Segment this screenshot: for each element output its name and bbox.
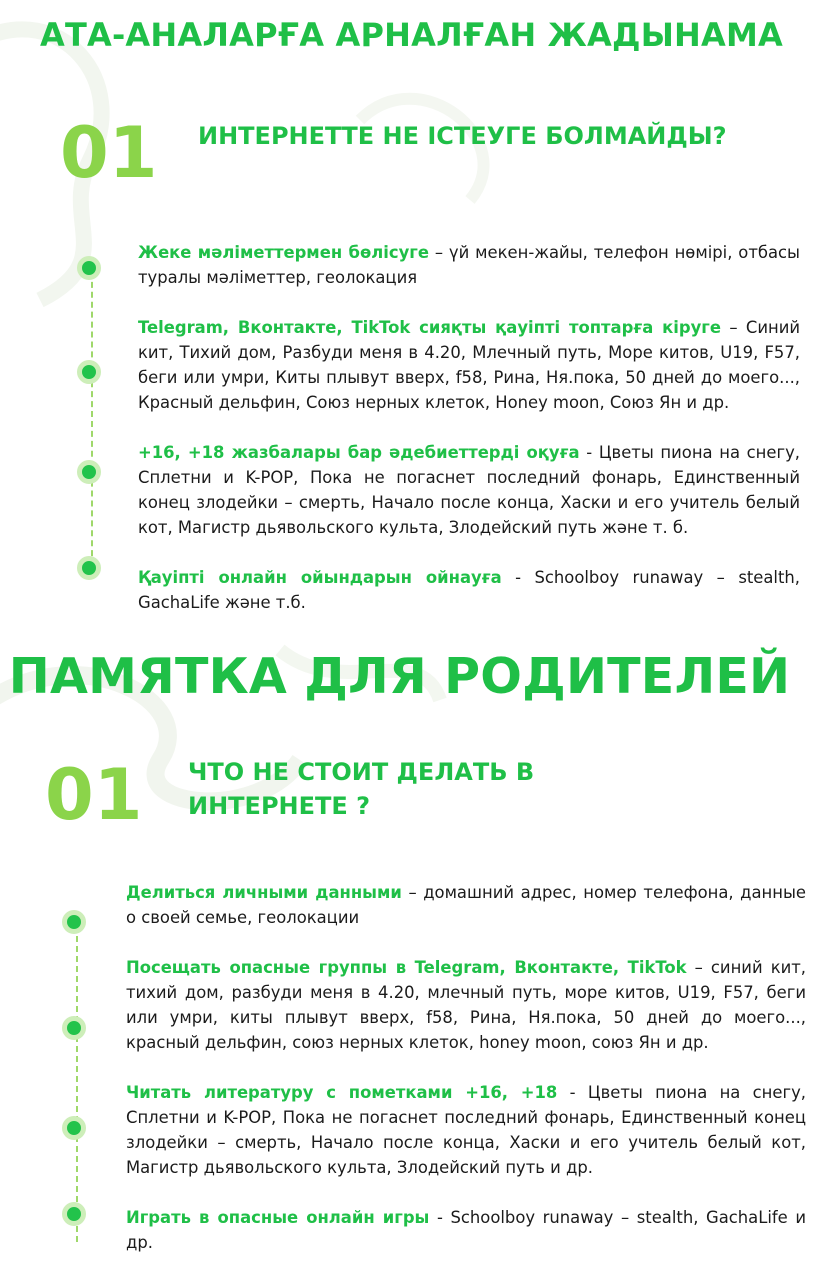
- list-item: [138, 240, 800, 290]
- timeline-dot-icon: [62, 1016, 86, 1040]
- item-highlight: Читать литературу с пометками +16, +18: [126, 1083, 558, 1102]
- kz-main-title: АТА-АНАЛАРҒА АРНАЛҒАН ЖАДЫНАМА: [39, 16, 784, 54]
- item-text: – үй мекен-жайы, телефон нөмірі, отбасы туралы мәліметтер, геолокация: [138, 243, 800, 287]
- timeline-dashed-line: [76, 916, 78, 1242]
- item-highlight: Қауіпті онлайн ойындарын ойнауға: [138, 568, 502, 587]
- timeline-dot-icon: [77, 256, 101, 280]
- timeline-dashed-line: [91, 262, 93, 576]
- item-text: - Schoolboy runaway – stealth, GachaLife және т.б.: [138, 568, 800, 612]
- item-highlight: +16, +18 жазбалары бар әдебиеттерді оқуға: [138, 443, 580, 462]
- russian-memo-section: [0, 640, 823, 1280]
- item-text: - Цветы пиона на снегу, Сплетни и K-POP, Пока не погаснет последний фонарь, Единственный конец злодейки – смерть, Начало после конца, Хаски и его учитель белый кот, Магистр дьявольского культа, Злодейский путь және т. б.: [138, 443, 800, 537]
- list-item: [138, 565, 800, 615]
- kz-items-list: [138, 240, 800, 640]
- timeline-dot-icon: [62, 1116, 86, 1140]
- item-highlight: Играть в опасные онлайн игры: [126, 1208, 430, 1227]
- item-text: – Синий кит, Тихий дом, Разбуди меня в 4.20, Млечный путь, Море китов, U19, F57, беги или умри, Киты плывут вверх, f58, Рина, Ня.пока, 50 дней до моего..., Красный дельфин, Союз нерных клеток, Honey moon, Союз Ян и др.: [138, 318, 800, 412]
- list-item: [126, 1205, 806, 1255]
- ru-timeline: [65, 910, 89, 1248]
- timeline-dot-icon: [62, 1202, 86, 1226]
- kz-timeline: [80, 256, 104, 582]
- ru-section-number: 01: [45, 754, 143, 836]
- list-item: [138, 440, 800, 540]
- list-item: [126, 1080, 806, 1180]
- item-highlight: Делиться личными данными: [126, 883, 402, 902]
- kz-section-number: 01: [60, 112, 158, 194]
- list-item: [138, 315, 800, 415]
- timeline-dot-icon: [77, 460, 101, 484]
- item-highlight: Посещать опасные группы в Telegram, Вконтакте, TikTok: [126, 958, 687, 977]
- ru-items-list: [126, 880, 806, 1280]
- item-text: - Schoolboy runaway – stealth, GachaLife и др.: [126, 1208, 807, 1252]
- list-item: [126, 880, 806, 930]
- timeline-dot-icon: [62, 910, 86, 934]
- kz-subtitle: ИНТЕРНЕТТЕ НЕ ІСТЕУГЕ БОЛМАЙДЫ?: [198, 122, 727, 150]
- timeline-dot-icon: [77, 556, 101, 580]
- item-highlight: Жеке мәліметтермен бөлісуге: [138, 243, 429, 262]
- ru-main-title: ПАМЯТКА ДЛЯ РОДИТЕЛЕЙ: [8, 648, 791, 705]
- item-highlight: Telegram, Вконтакте, TikTok сияқты қауіпті топтарға кіруге: [138, 318, 721, 337]
- timeline-dot-icon: [77, 360, 101, 384]
- list-item: [126, 955, 806, 1055]
- ru-subtitle: ЧТО НЕ СТОИТ ДЕЛАТЬ В ИНТЕРНЕТЕ ?: [188, 758, 535, 820]
- item-text: – домашний адрес, номер телефона, данные о своей семье, геолокации: [126, 883, 806, 927]
- item-text: - Цветы пиона на снегу, Сплетни и K-POP, Пока не погаснет последний фонарь, Единственный конец злодейки – смерть, Начало после конца, Хаски и его учитель белый кот, Магистр дьявольского культа, Злодейский путь и др.: [126, 1083, 806, 1177]
- item-text: – синий кит, тихий дом, разбуди меня в 4.20, млечный путь, море китов, U19, F57, беги или умри, киты плывут вверх, f58, Рина, Ня.пока, 50 дней до моего..., красный дельфин, союз нерных клеток, honey moon, союз Ян и др.: [126, 958, 807, 1052]
